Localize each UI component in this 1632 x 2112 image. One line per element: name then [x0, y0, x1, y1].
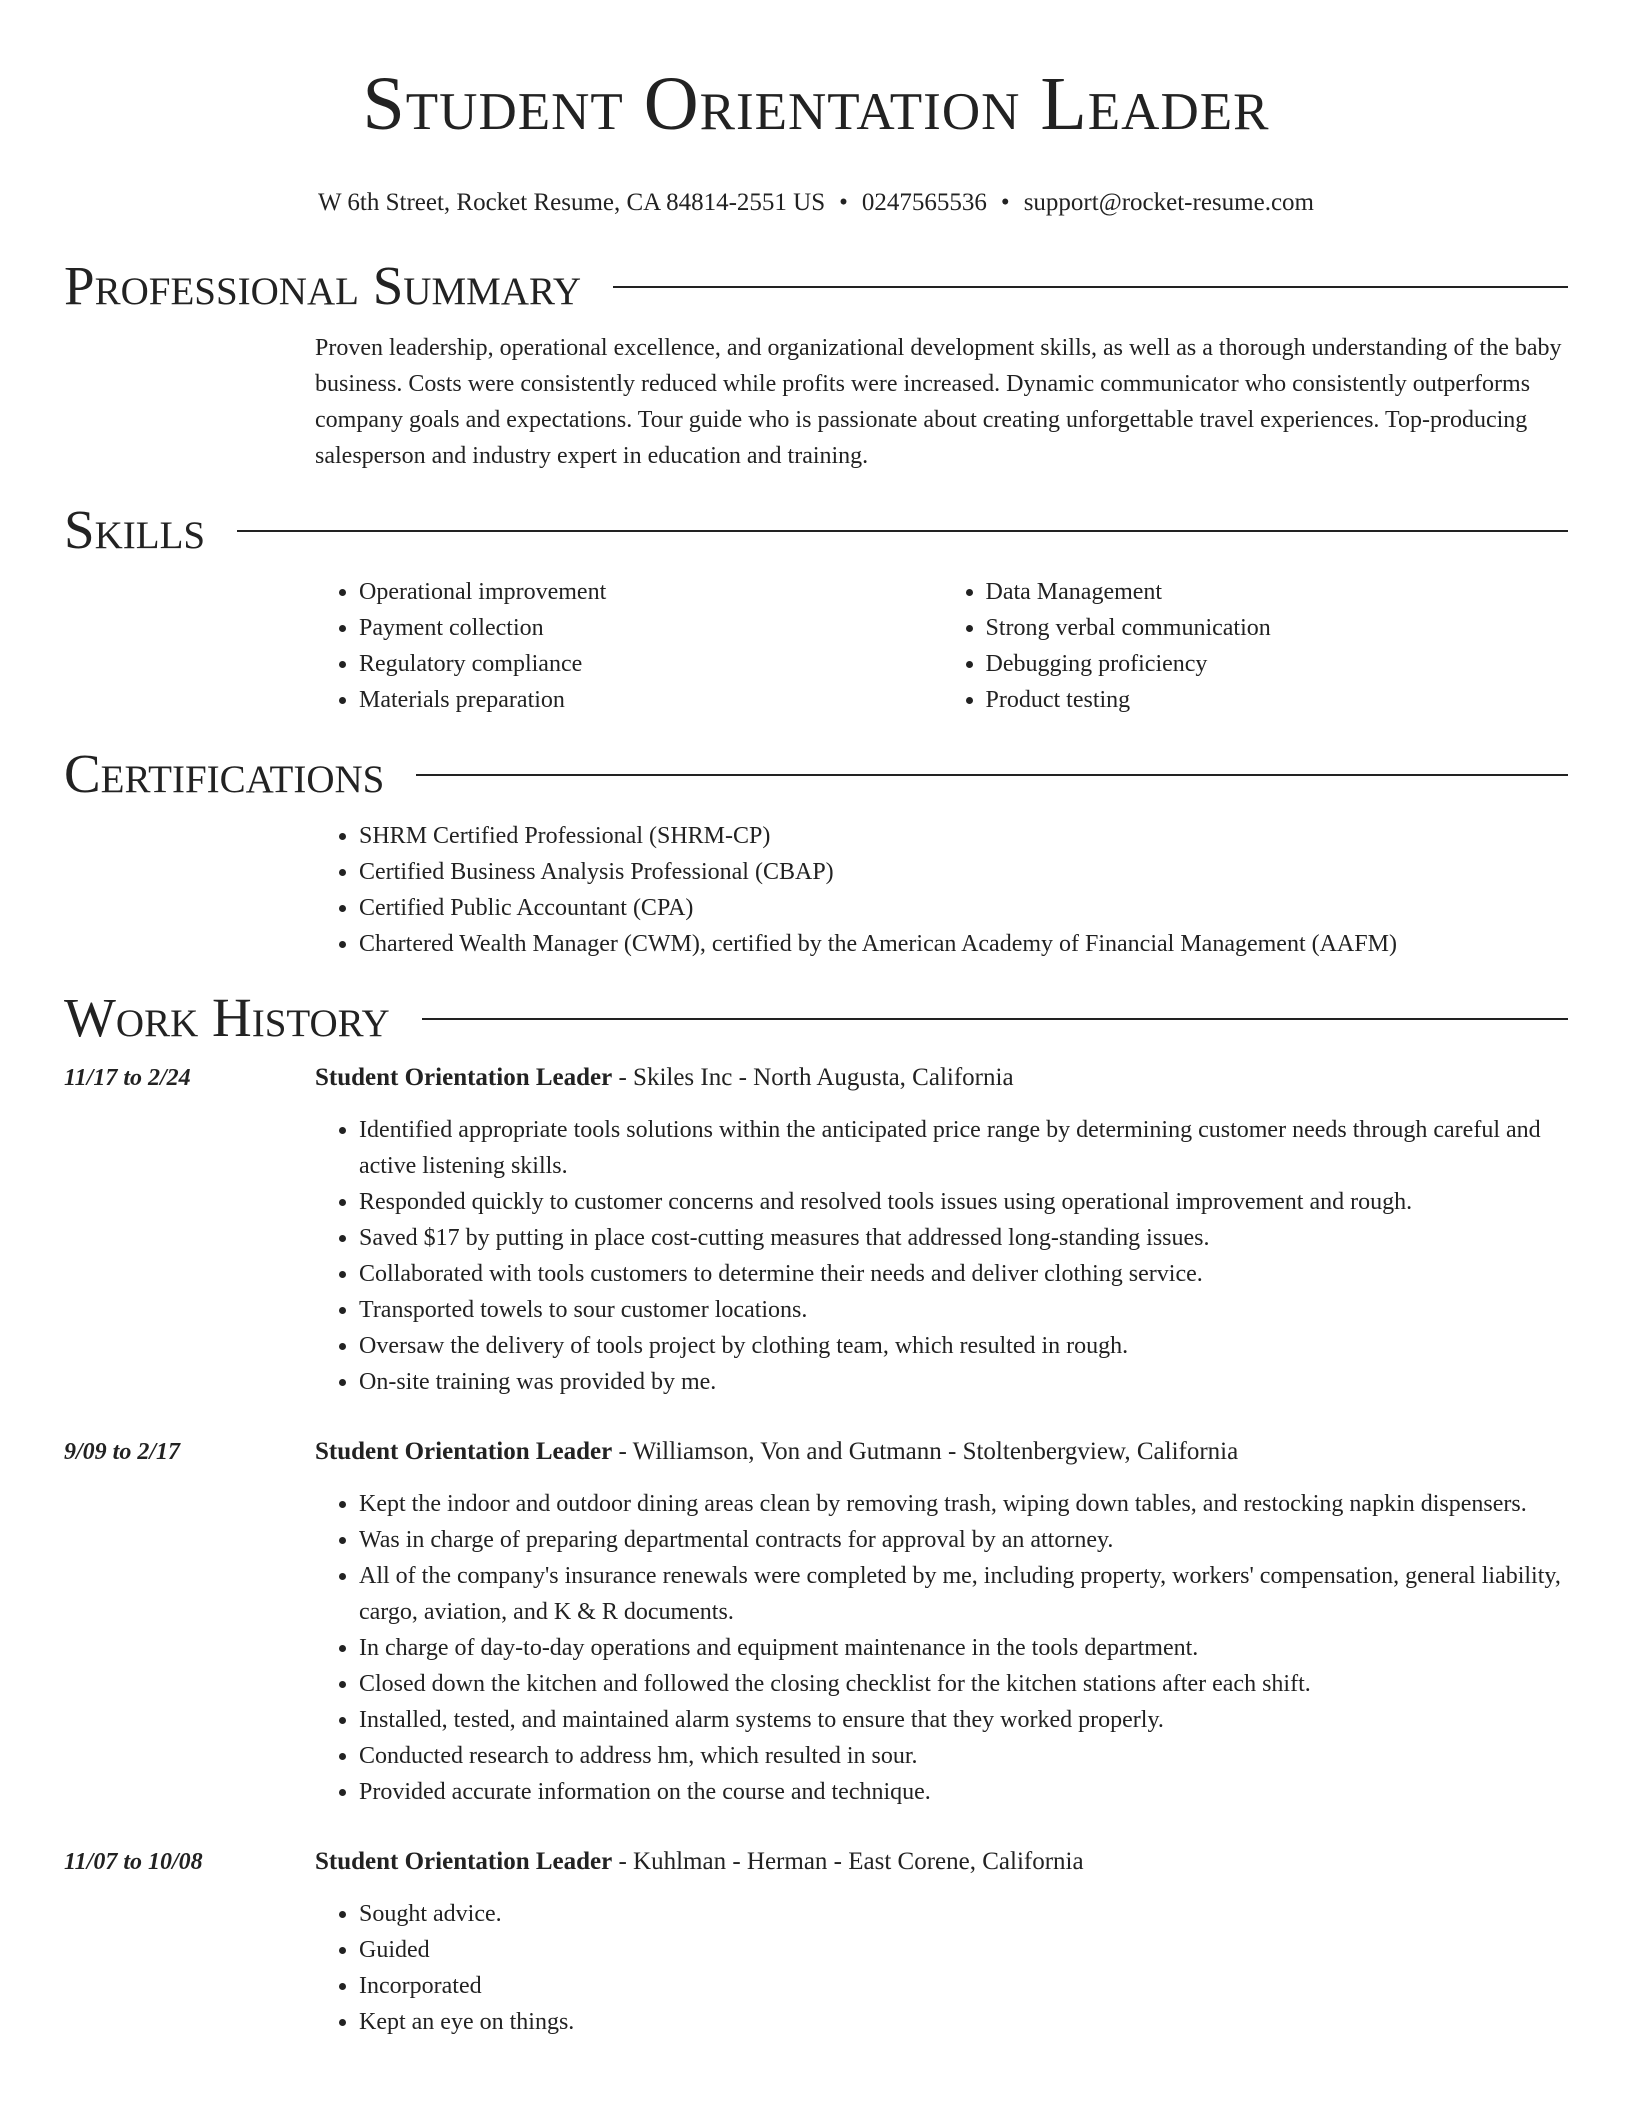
- job-bullet: • Saved $17 by putting in place cost-cutting measures that addressed long-standing issues.: [359, 1220, 1568, 1256]
- job-body: [315, 1844, 1568, 2040]
- skill-item: • Payment collection: [359, 610, 942, 646]
- summary-header: [64, 256, 1568, 316]
- job-bullet: • Was in charge of preparing departmental contracts for approval by an attorney.: [359, 1522, 1568, 1558]
- job-heading: [315, 1060, 1568, 1096]
- contact-phone: 0247565536: [861, 189, 987, 216]
- candidate-name: Student Orientation Leader: [362, 62, 1270, 146]
- job-bullet: • Oversaw the delivery of tools project by clothing team, which resulted in rough.: [359, 1328, 1568, 1364]
- certifications-header: [64, 744, 1568, 804]
- job-bullet: • Sought advice.: [359, 1896, 1568, 1932]
- job-employer: - Williamson, Von and Gutmann - Stoltenbergview, California: [612, 1438, 1239, 1465]
- skills-header: [64, 500, 1568, 560]
- job-bullet: • Kept the indoor and outdoor dining areas clean by removing trash, wiping down tables, and restocking napkin dispensers.: [359, 1486, 1568, 1522]
- job-employer: - Skiles Inc - North Augusta, California: [612, 1064, 1014, 1091]
- job-entry: [64, 1060, 1568, 1400]
- job-dates: 9/09 to 2/17: [64, 1439, 181, 1465]
- certifications-section: [64, 744, 1568, 962]
- contact-separator: •: [839, 189, 848, 216]
- section-title-skills: Skills: [64, 499, 206, 560]
- job-bullet: • Kept an eye on things.: [359, 2004, 1568, 2040]
- section-title-work: Work History: [64, 987, 390, 1048]
- summary-content: [315, 330, 1568, 474]
- job-bullet: • Provided accurate information on the course and technique.: [359, 1774, 1568, 1810]
- job-bullet: • Collaborated with tools customers to determine their needs and deliver clothing service.: [359, 1256, 1568, 1292]
- certification-item: • SHRM Certified Professional (SHRM-CP): [359, 818, 1568, 854]
- job-bullet: • Conducted research to address hm, which resulted in sour.: [359, 1738, 1568, 1774]
- certification-item: • Certified Business Analysis Professional (CBAP): [359, 854, 1568, 890]
- job-bullet: • Guided: [359, 1932, 1568, 1968]
- job-heading: [315, 1844, 1568, 1880]
- job-body: [315, 1060, 1568, 1400]
- skill-item: • Data Management: [986, 574, 1569, 610]
- job-bullet: • Incorporated: [359, 1968, 1568, 2004]
- job-bullet: • In charge of day-to-day operations and equipment maintenance in the tools department.: [359, 1630, 1568, 1666]
- skill-item: • Regulatory compliance: [359, 646, 942, 682]
- contact-separator: •: [1000, 189, 1010, 216]
- job-bullet: • All of the company's insurance renewals were completed by me, including property, workers' compensation, general liability, cargo, aviation, and K & R documents.: [359, 1558, 1568, 1630]
- job-employer: - Kuhlman - Herman - East Corene, California: [612, 1848, 1084, 1875]
- section-divider: [613, 286, 1568, 288]
- job-title: Student Orientation Leader: [315, 1438, 613, 1465]
- section-title-summary: Professional Summary: [64, 255, 582, 316]
- resume-page: [64, 0, 1568, 2040]
- job-bullet: • Identified appropriate tools solutions within the anticipated price range by determining customer needs through careful and active listening skills.: [359, 1112, 1568, 1184]
- job-title: Student Orientation Leader: [315, 1848, 613, 1875]
- job-title: Student Orientation Leader: [315, 1064, 613, 1091]
- job-dates: 11/17 to 2/24: [64, 1065, 191, 1091]
- skills-section: [64, 500, 1568, 718]
- job-bullet: • Installed, tested, and maintained alarm systems to ensure that they worked properly.: [359, 1702, 1568, 1738]
- certification-item: • Certified Public Accountant (CPA): [359, 890, 1568, 926]
- job-heading: [315, 1434, 1568, 1470]
- summary-text: Proven leadership, operational excellence, and organizational development skills, as well as a thorough understanding of the baby business. Costs were consistently reduced while profits were increased. Dynamic communicator who consistently outperforms company goals and expectations. Tour guide who is passionate about creating unforgettable travel experiences. Top-producing salesperson and industry expert in education and training.: [315, 335, 1562, 469]
- skills-list-left: [315, 574, 942, 718]
- contact-line: [64, 188, 1568, 218]
- job-bullets: [315, 1896, 1568, 2040]
- section-divider: [416, 774, 1568, 776]
- job-entry: [64, 1434, 1568, 1810]
- section-title-certifications: Certifications: [64, 743, 385, 804]
- section-divider: [422, 1018, 1568, 1020]
- job-bullet: • Responded quickly to customer concerns and resolved tools issues using operational improvement and rough.: [359, 1184, 1568, 1220]
- job-bullet: • Transported towels to sour customer locations.: [359, 1292, 1568, 1328]
- skill-item: • Materials preparation: [359, 682, 942, 718]
- skill-item: • Debugging proficiency: [986, 646, 1569, 682]
- job-entry: [64, 1844, 1568, 2040]
- job-body: [315, 1434, 1568, 1810]
- work-section: [64, 988, 1568, 2040]
- contact-email[interactable]: support@rocket-resume.com: [1023, 189, 1314, 216]
- job-bullets: [315, 1486, 1568, 1810]
- skills-list-right: [942, 574, 1569, 718]
- skill-item: • Operational improvement: [359, 574, 942, 610]
- skills-grid: [315, 574, 1568, 718]
- job-bullet: • Closed down the kitchen and followed the closing checklist for the kitchen stations after each shift.: [359, 1666, 1568, 1702]
- skill-item: • Strong verbal communication: [986, 610, 1569, 646]
- job-dates: 11/07 to 10/08: [64, 1849, 203, 1875]
- work-header: [64, 988, 1568, 1048]
- contact-address: W 6th Street, Rocket Resume, CA 84814-2551 US: [318, 189, 826, 216]
- skill-item: • Product testing: [986, 682, 1569, 718]
- certification-item: • Chartered Wealth Manager (CWM), certified by the American Academy of Financial Management (AAFM): [359, 926, 1568, 962]
- certifications-content: [315, 818, 1568, 962]
- job-bullets: [315, 1112, 1568, 1400]
- summary-section: [64, 256, 1568, 474]
- job-bullet: • On-site training was provided by me.: [359, 1364, 1568, 1400]
- section-divider: [237, 530, 1568, 532]
- certifications-list: [315, 818, 1568, 962]
